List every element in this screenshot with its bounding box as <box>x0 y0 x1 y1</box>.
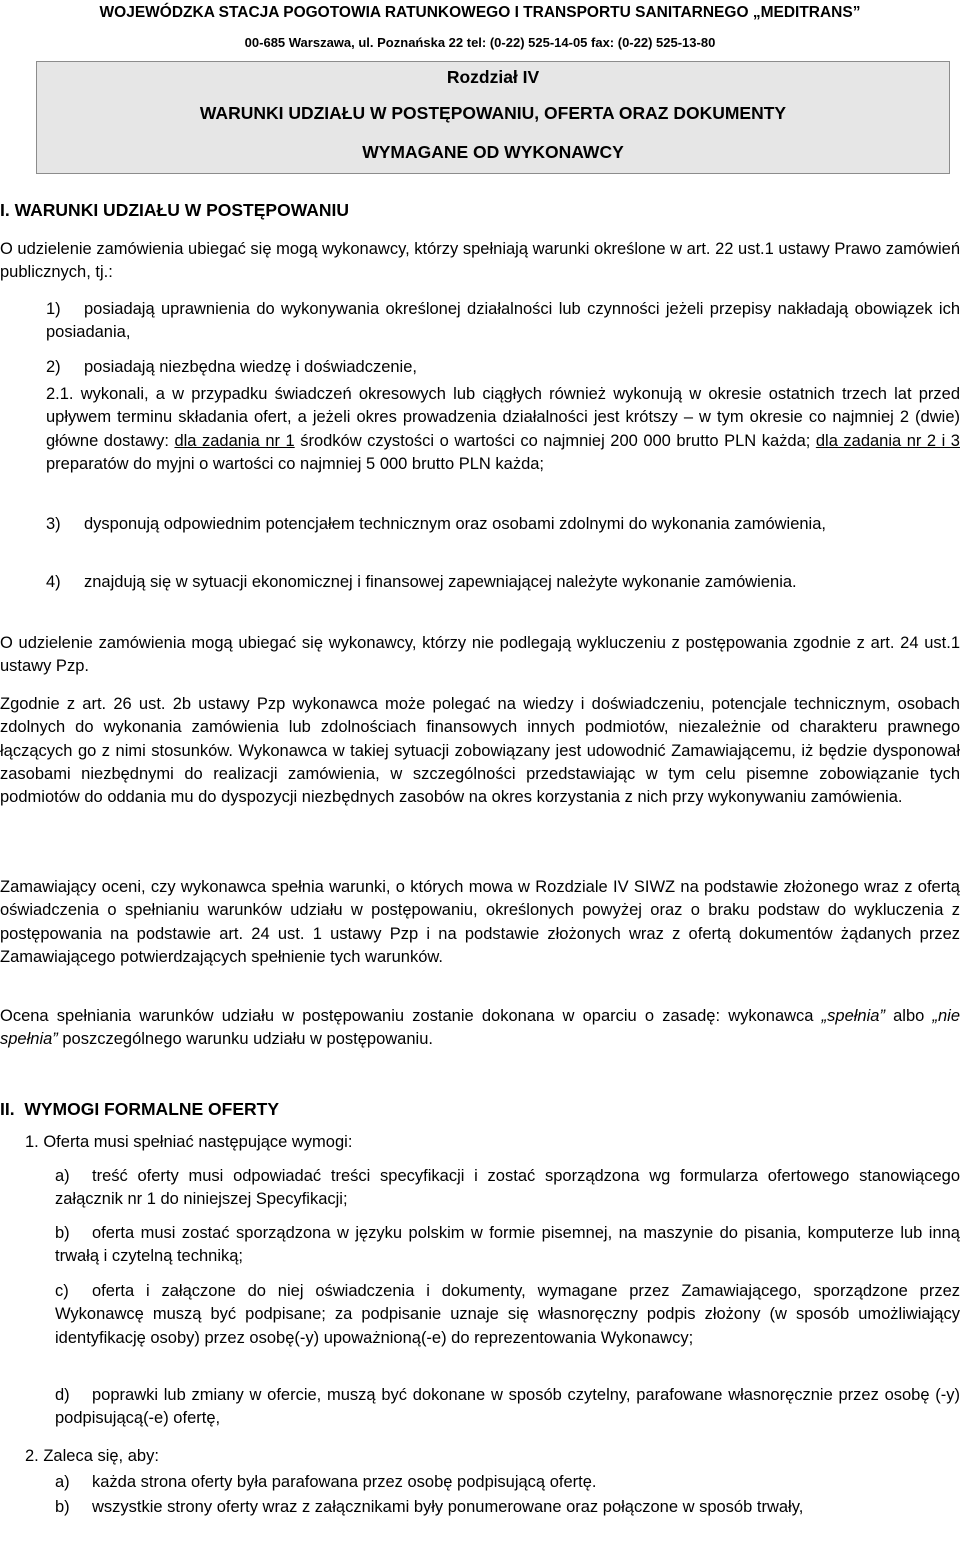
evaluation-part2: albo <box>884 1007 933 1025</box>
chapter-title-line1: WARUNKI UDZIAŁU W POSTĘPOWANIU, OFERTA ORAZ DOKUMENTY <box>199 103 787 123</box>
requirement-d <box>55 1384 960 1431</box>
condition-item-4-text: znajdują się w sytuacji ekonomicznej i finansowej zapewniającej należyte wykonanie zamówienia. <box>84 573 797 591</box>
requirement-c-letter: c) <box>55 1282 69 1300</box>
recommendation-b-letter: b) <box>55 1498 70 1516</box>
condition-item-1-text: posiadają uprawnienia do wykonywania określonej działalności lub czynności jeżeli przepisy nakładają obowiązek ich posiadania, <box>46 300 960 342</box>
requirement-c-text: oferta i załączone do niej oświadczenia i dokumenty, wymagane przez Zamawiającego, sporządzone przez Wykonawcę muszą być podpisane; za podpisanie uznaje się własnoręczny podpis złożony (w sposób umożliwiający identyfikację osoby) przez osobę(-y) upoważnioną(-e) do reprezentowania Wykonawcy; <box>55 1282 960 1347</box>
condition-item-4-number: 4) <box>46 573 61 591</box>
organization-name: WOJEWÓDZKA STACJA POGOTOWIA RATUNKOWEGO I TRANSPORTU SANITARNEGO „MEDITRANS” <box>99 4 861 21</box>
assessment-paragraph: Zamawiający oceni, czy wykonawca spełnia warunki, o których mowa w Rozdziale IV SIWZ na podstawie złożonego wraz z ofertą oświadczenia o spełnianiu warunków udziału w postępowaniu, określonych powyżej oraz o braku podstaw do wykluczenia z postępowania na podstawie art. 24 ust. 1 ustawy Pzp i na podstawie złożonych wraz z ofertą dokumentów żądanych przez Zamawiającego potwierdzających spełnienie tych warunków. <box>0 878 960 966</box>
evaluation-not-meets: „nie spełnia” <box>0 1007 960 1049</box>
requirement-c <box>55 1280 960 1350</box>
condition-item-3-number: 3) <box>46 515 61 533</box>
chapter-title-box <box>36 61 950 174</box>
requirement-b <box>55 1222 960 1269</box>
condition-item-1-number: 1) <box>46 300 61 318</box>
condition-item-1 <box>46 298 960 345</box>
condition-item-2-text: posiadają niezbędna wiedzę i doświadczenie, <box>84 358 417 376</box>
recommendation-b <box>55 1496 960 1519</box>
recommendation-a-letter: a) <box>55 1473 70 1491</box>
condition-item-2 <box>46 356 960 379</box>
requirement-b-letter: b) <box>55 1224 70 1242</box>
chapter-title-line2: WYMAGANE OD WYKONAWCY <box>362 142 624 162</box>
art26-paragraph: Zgodnie z art. 26 ust. 2b ustawy Pzp wykonawca może polegać na wiedzy i doświadczeniu, potencjale technicznym, osobach zdolnych do wykonania zamówienia lub zdolnościach finansowych innych podmiotów, niezależnie od charakteru prawnego łączących go z nimi stosunków. Wykonawca w takiej sytuacji zobowiązany jest udowodnić Zamawiającemu, iż będzie dysponował zasobami niezbędnymi do realizacji zamówienia, w szczególności przedstawiając w tym celu pisemne zobowiązanie tych podmiotów do oddania mu do dyspozycji niezbędnych zasobów na okres korzystania z nich przy wykonywaniu zamówienia. <box>0 695 960 807</box>
requirement-a-text: treść oferty musi odpowiadać treści specyfikacji i zostać sporządzona wg formularza ofertowego stanowiącego załącznik nr 1 do niniejszej Specyfikacji; <box>55 1167 960 1209</box>
requirements-intro: 1. Oferta musi spełniać następujące wymogi: <box>25 1133 353 1151</box>
organization-address: 00-685 Warszawa, ul. Poznańska 22 tel: (0-22) 525-14-05 fax: (0-22) 525-13-80 <box>244 35 716 50</box>
requirement-a <box>55 1165 960 1212</box>
evaluation-paragraph <box>0 1005 960 1052</box>
exclusion-paragraph: O udzielenie zamówienia mogą ubiegać się wykonawcy, którzy nie podlegają wykluczeniu z postępowania zgodnie z art. 24 ust.1 ustawy Pzp. <box>0 634 960 676</box>
condition-item-4 <box>46 571 960 594</box>
condition-item-2-1-part1: 2.1. wykonali, a w przypadku świadczeń okresowych lub ciągłych również wykonują w okresie ostatnich trzech lat przed upływem terminu składania ofert, a jeżeli okres prowadzenia działalności jest krótszy – w tym okresie co najmniej 2 (dwie) główne dostawy: <box>46 385 960 450</box>
section2-heading-text: WYMOGI FORMALNE OFERTY <box>24 1099 280 1119</box>
requirement-a-letter: a) <box>55 1167 70 1185</box>
recommendations-intro: 2. Zaleca się, aby: <box>25 1447 159 1465</box>
requirement-b-text: oferta musi zostać sporządzona w języku polskim w formie pisemnej, na maszynie do pisania, komputerze lub inną trwałą i czytelną techniką; <box>55 1224 960 1266</box>
evaluation-meets: „spełnia” <box>821 1007 885 1025</box>
requirement-d-letter: d) <box>55 1386 70 1404</box>
section2-heading-number: II. <box>0 1099 15 1119</box>
evaluation-part3: poszczególnego warunku udziału w postępowaniu. <box>57 1030 433 1049</box>
task-1-underlined: dla zadania nr 1 <box>174 431 295 450</box>
requirement-d-text: poprawki lub zmiany w ofercie, muszą być dokonane w sposób czytelny, parafowane własnoręcznie przez osobę (-y) podpisującą(-e) ofertę, <box>55 1386 960 1428</box>
recommendation-a <box>55 1471 960 1494</box>
condition-item-2-1-part2: środków czystości o wartości co najmniej 200 000 brutto PLN każda; <box>294 431 816 450</box>
recommendation-b-text: wszystkie strony oferty wraz z załącznikami były ponumerowane oraz połączone w sposób trwały, <box>92 1498 804 1516</box>
condition-item-2-number: 2) <box>46 358 61 376</box>
section2-heading <box>0 1098 279 1120</box>
evaluation-part1: Ocena spełniania warunków udziału w postępowaniu zostanie dokonana w oparciu o zasadę: wykonawca <box>0 1007 822 1025</box>
task-2-3-underlined: dla zadania nr 2 i 3 <box>815 431 960 450</box>
condition-item-3-text: dysponują odpowiednim potencjałem technicznym oraz osobami zdolnymi do wykonania zamówienia, <box>84 515 826 533</box>
condition-item-3 <box>46 513 960 536</box>
chapter-number: Rozdział IV <box>446 67 540 87</box>
condition-item-2-1-part3: preparatów do myjni o wartości co najmniej 5 000 brutto PLN każda; <box>46 454 545 473</box>
recommendation-a-text: każda strona oferty była parafowana przez osobę podpisującą ofertę. <box>92 1473 597 1491</box>
section1-intro: O udzielenie zamówienia ubiegać się mogą wykonawcy, którzy spełniają warunki określone w art. 22 ust.1 ustawy Prawo zamówień publicznych, tj.: <box>0 240 960 282</box>
condition-item-2-1 <box>46 383 960 476</box>
section1-heading: I. WARUNKI UDZIAŁU W POSTĘPOWANIU <box>0 200 350 220</box>
